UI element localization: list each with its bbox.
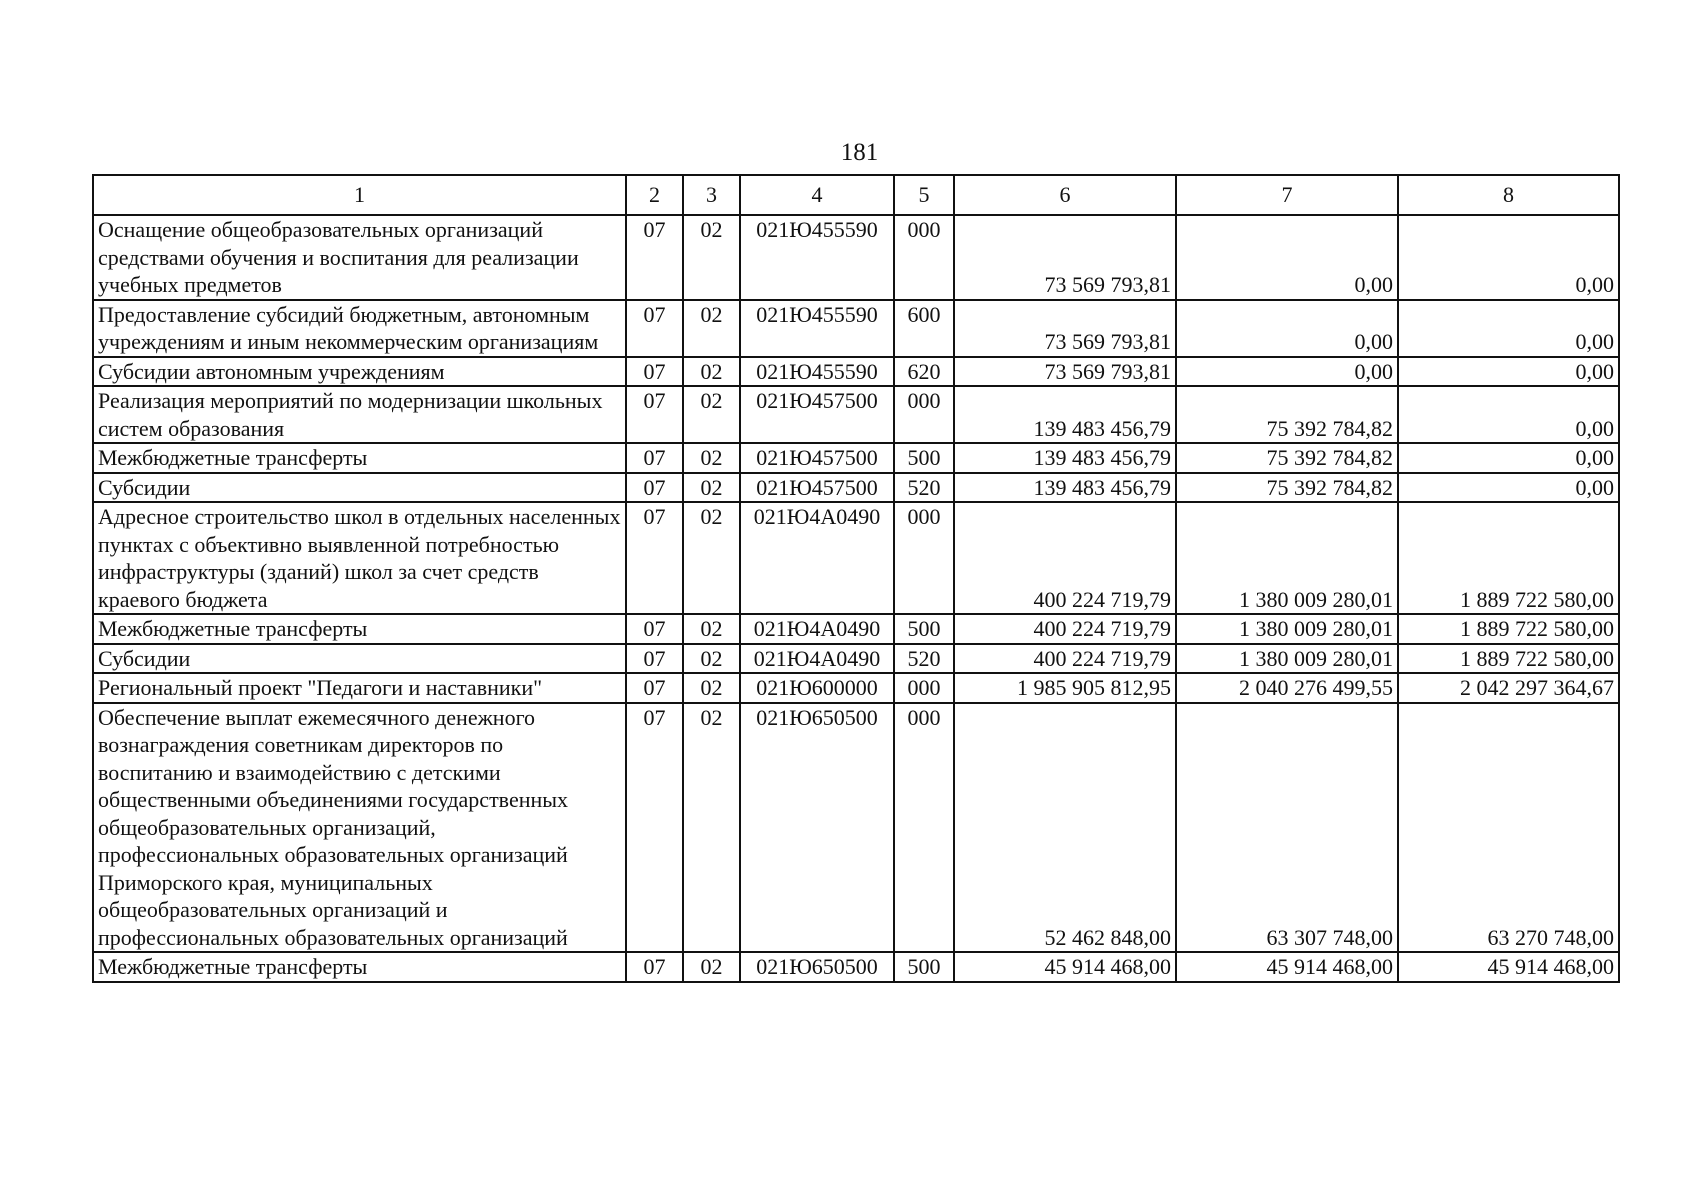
amount-column-8: 1 889 722 580,00 bbox=[1398, 644, 1619, 674]
amount-column-7: 2 040 276 499,55 bbox=[1176, 673, 1398, 703]
expense-name: Межбюджетные трансферты bbox=[93, 952, 626, 982]
table-row bbox=[93, 386, 1619, 443]
amount-column-8: 1 889 722 580,00 bbox=[1398, 502, 1619, 614]
target-article-code: 021Ю4А0490 bbox=[740, 502, 894, 614]
table-row bbox=[93, 614, 1619, 644]
amount-column-7: 45 914 468,00 bbox=[1176, 952, 1398, 982]
column-header: 1 bbox=[93, 175, 626, 215]
table-row bbox=[93, 443, 1619, 473]
section-code: 07 bbox=[626, 443, 683, 473]
section-code: 07 bbox=[626, 614, 683, 644]
amount-column-7: 75 392 784,82 bbox=[1176, 473, 1398, 503]
amount-column-6: 400 224 719,79 bbox=[954, 502, 1176, 614]
amount-column-6: 139 483 456,79 bbox=[954, 386, 1176, 443]
target-article-code: 021Ю650500 bbox=[740, 703, 894, 953]
section-code: 07 bbox=[626, 473, 683, 503]
expense-type-code: 000 bbox=[894, 673, 954, 703]
amount-column-7: 75 392 784,82 bbox=[1176, 443, 1398, 473]
amount-column-8: 0,00 bbox=[1398, 215, 1619, 300]
subsection-code: 02 bbox=[683, 473, 740, 503]
table-row bbox=[93, 473, 1619, 503]
amount-column-7: 0,00 bbox=[1176, 300, 1398, 357]
table-row bbox=[93, 357, 1619, 387]
target-article-code: 021Ю457500 bbox=[740, 473, 894, 503]
target-article-code: 021Ю650500 bbox=[740, 952, 894, 982]
column-header: 6 bbox=[954, 175, 1176, 215]
section-code: 07 bbox=[626, 952, 683, 982]
subsection-code: 02 bbox=[683, 952, 740, 982]
expense-name: Обеспечение выплат ежемесячного денежного вознаграждения советникам директоров по воспитанию и взаимодействию с детскими общественными объединениями государственных общеобразовательных организаций, профессиональных образовательных организаций Приморского края, муниципальных общеобразовательных организаций и профессиональных образовательных организаций bbox=[93, 703, 626, 953]
amount-column-8: 1 889 722 580,00 bbox=[1398, 614, 1619, 644]
expense-type-code: 000 bbox=[894, 502, 954, 614]
expense-type-code: 620 bbox=[894, 357, 954, 387]
column-header: 5 bbox=[894, 175, 954, 215]
amount-column-6: 52 462 848,00 bbox=[954, 703, 1176, 953]
expense-name: Предоставление субсидий бюджетным, автономным учреждениям и иным некоммерческим организациям bbox=[93, 300, 626, 357]
subsection-code: 02 bbox=[683, 673, 740, 703]
target-article-code: 021Ю457500 bbox=[740, 443, 894, 473]
table-row bbox=[93, 673, 1619, 703]
expense-name: Субсидии bbox=[93, 473, 626, 503]
expense-type-code: 000 bbox=[894, 703, 954, 953]
amount-column-7: 1 380 009 280,01 bbox=[1176, 644, 1398, 674]
expense-name: Субсидии bbox=[93, 644, 626, 674]
expense-name: Оснащение общеобразовательных организаций средствами обучения и воспитания для реализации учебных предметов bbox=[93, 215, 626, 300]
expense-name: Реализация мероприятий по модернизации школьных систем образования bbox=[93, 386, 626, 443]
expense-name: Региональный проект "Педагоги и наставники" bbox=[93, 673, 626, 703]
subsection-code: 02 bbox=[683, 644, 740, 674]
amount-column-8: 0,00 bbox=[1398, 443, 1619, 473]
amount-column-7: 1 380 009 280,01 bbox=[1176, 502, 1398, 614]
amount-column-7: 63 307 748,00 bbox=[1176, 703, 1398, 953]
target-article-code: 021Ю4А0490 bbox=[740, 614, 894, 644]
subsection-code: 02 bbox=[683, 502, 740, 614]
table-row bbox=[93, 215, 1619, 300]
amount-column-6: 45 914 468,00 bbox=[954, 952, 1176, 982]
expense-type-code: 500 bbox=[894, 952, 954, 982]
table-row bbox=[93, 644, 1619, 674]
amount-column-6: 1 985 905 812,95 bbox=[954, 673, 1176, 703]
expense-type-code: 500 bbox=[894, 443, 954, 473]
subsection-code: 02 bbox=[683, 703, 740, 953]
expense-type-code: 520 bbox=[894, 644, 954, 674]
amount-column-8: 2 042 297 364,67 bbox=[1398, 673, 1619, 703]
section-code: 07 bbox=[626, 357, 683, 387]
amount-column-8: 45 914 468,00 bbox=[1398, 952, 1619, 982]
amount-column-6: 139 483 456,79 bbox=[954, 443, 1176, 473]
table-header-row bbox=[93, 175, 1619, 215]
subsection-code: 02 bbox=[683, 386, 740, 443]
section-code: 07 bbox=[626, 703, 683, 953]
page-number: 181 bbox=[840, 139, 879, 166]
column-header: 2 bbox=[626, 175, 683, 215]
expense-type-code: 000 bbox=[894, 215, 954, 300]
amount-column-8: 0,00 bbox=[1398, 300, 1619, 357]
subsection-code: 02 bbox=[683, 614, 740, 644]
target-article-code: 021Ю455590 bbox=[740, 215, 894, 300]
expense-name: Адресное строительство школ в отдельных населенных пунктах с объективно выявленной потребностью инфраструктуры (зданий) школ за счет средств краевого бюджета bbox=[93, 502, 626, 614]
amount-column-8: 0,00 bbox=[1398, 357, 1619, 387]
target-article-code: 021Ю4А0490 bbox=[740, 644, 894, 674]
expense-name: Межбюджетные трансферты bbox=[93, 614, 626, 644]
section-code: 07 bbox=[626, 644, 683, 674]
expense-type-code: 520 bbox=[894, 473, 954, 503]
expense-type-code: 500 bbox=[894, 614, 954, 644]
expense-type-code: 000 bbox=[894, 386, 954, 443]
section-code: 07 bbox=[626, 300, 683, 357]
target-article-code: 021Ю457500 bbox=[740, 386, 894, 443]
amount-column-6: 400 224 719,79 bbox=[954, 614, 1176, 644]
expense-name: Субсидии автономным учреждениям bbox=[93, 357, 626, 387]
subsection-code: 02 bbox=[683, 300, 740, 357]
column-header: 4 bbox=[740, 175, 894, 215]
amount-column-6: 400 224 719,79 bbox=[954, 644, 1176, 674]
expense-type-code: 600 bbox=[894, 300, 954, 357]
target-article-code: 021Ю455590 bbox=[740, 300, 894, 357]
budget-table bbox=[92, 174, 1620, 983]
target-article-code: 021Ю455590 bbox=[740, 357, 894, 387]
amount-column-8: 63 270 748,00 bbox=[1398, 703, 1619, 953]
subsection-code: 02 bbox=[683, 357, 740, 387]
amount-column-6: 73 569 793,81 bbox=[954, 215, 1176, 300]
amount-column-8: 0,00 bbox=[1398, 473, 1619, 503]
section-code: 07 bbox=[626, 215, 683, 300]
column-header: 8 bbox=[1398, 175, 1619, 215]
amount-column-7: 0,00 bbox=[1176, 357, 1398, 387]
table-row bbox=[93, 502, 1619, 614]
subsection-code: 02 bbox=[683, 443, 740, 473]
amount-column-6: 73 569 793,81 bbox=[954, 357, 1176, 387]
expense-name: Межбюджетные трансферты bbox=[93, 443, 626, 473]
section-code: 07 bbox=[626, 673, 683, 703]
table-row bbox=[93, 952, 1619, 982]
target-article-code: 021Ю600000 bbox=[740, 673, 894, 703]
column-header: 7 bbox=[1176, 175, 1398, 215]
amount-column-7: 75 392 784,82 bbox=[1176, 386, 1398, 443]
amount-column-7: 0,00 bbox=[1176, 215, 1398, 300]
table-row bbox=[93, 703, 1619, 953]
column-header: 3 bbox=[683, 175, 740, 215]
amount-column-7: 1 380 009 280,01 bbox=[1176, 614, 1398, 644]
section-code: 07 bbox=[626, 502, 683, 614]
table-row bbox=[93, 300, 1619, 357]
subsection-code: 02 bbox=[683, 215, 740, 300]
amount-column-6: 73 569 793,81 bbox=[954, 300, 1176, 357]
amount-column-6: 139 483 456,79 bbox=[954, 473, 1176, 503]
section-code: 07 bbox=[626, 386, 683, 443]
amount-column-8: 0,00 bbox=[1398, 386, 1619, 443]
